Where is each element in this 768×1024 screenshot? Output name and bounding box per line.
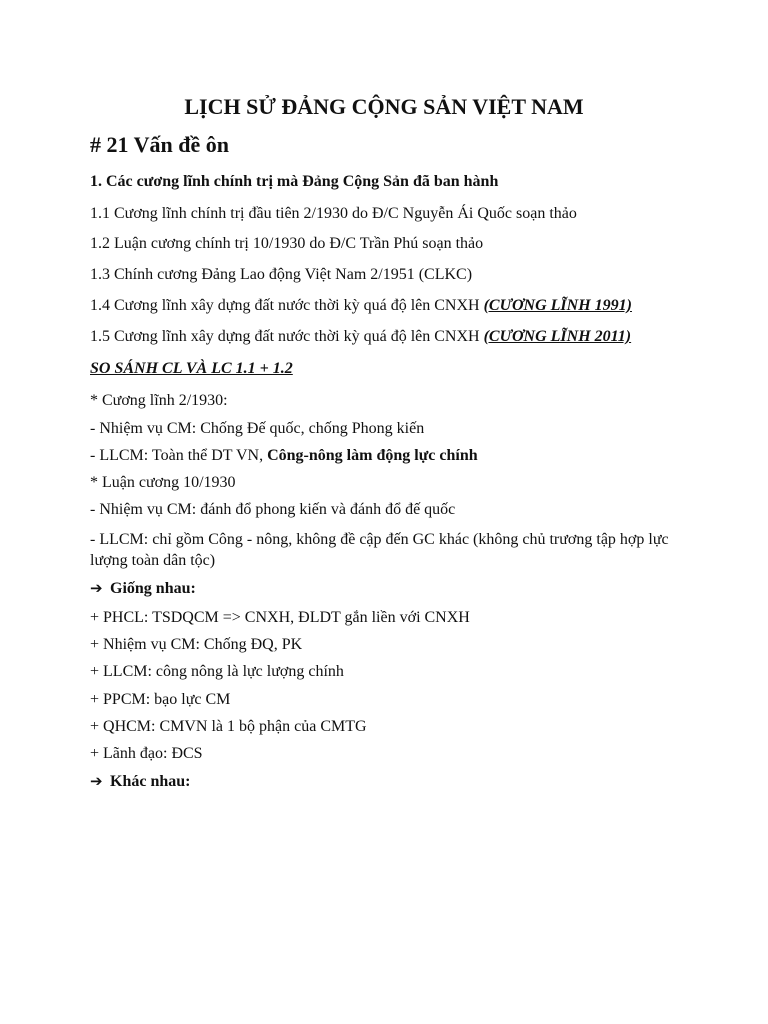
- list-item-tag: (CƯƠNG LĨNH 2011): [483, 328, 632, 345]
- list-item-text: 1.4 Cương lĩnh xây dựng đất nước thời kỳ quá độ lên CNXH: [90, 297, 484, 314]
- document-title: LỊCH SỬ ĐẢNG CỘNG SẢN VIỆT NAM: [184, 94, 584, 119]
- cl-force-bold: Công-nông làm động lực chính: [267, 447, 478, 464]
- list-item: 1.1 Cương lĩnh chính trị đầu tiên 2/1930 do Đ/C Nguyễn Ái Quốc soạn thảo: [90, 205, 577, 222]
- cl-force: [90, 446, 478, 466]
- list-item: 1.2 Luận cương chính trị 10/1930 do Đ/C Trần Phú soạn thảo: [90, 235, 484, 252]
- different-heading: Khác nhau:: [110, 773, 191, 790]
- list-item: + QHCM: CMVN là 1 bộ phận của CMTG: [90, 718, 367, 735]
- cl-label: * Cương lĩnh 2/1930:: [90, 392, 228, 409]
- arrow-right-icon: ➔: [90, 579, 103, 597]
- list-item: + LLCM: công nông là lực lượng chính: [90, 663, 344, 680]
- different-heading-row: [90, 771, 190, 792]
- similar-heading-row: [90, 578, 196, 599]
- list-item: + Nhiệm vụ CM: Chống ĐQ, PK: [90, 636, 303, 653]
- document-subtitle: # 21 Vấn đề ôn: [90, 132, 229, 157]
- lc-force: - LLCM: chỉ gồm Công - nông, không đề cập đến GC khác (không chủ trương tập hợp lực lượng toàn dân tộc): [90, 531, 669, 569]
- list-item: + PHCL: TSDQCM => CNXH, ĐLDT gắn liền với CNXH: [90, 609, 470, 626]
- list-item-text: 1.5 Cương lĩnh xây dựng đất nước thời kỳ quá độ lên CNXH: [90, 328, 484, 345]
- lc-label: * Luận cương 10/1930: [90, 474, 236, 491]
- cl-task: - Nhiệm vụ CM: Chống Đế quốc, chống Phong kiến: [90, 420, 425, 437]
- list-item: + Lãnh đạo: ĐCS: [90, 745, 203, 762]
- comparison-heading: SO SÁNH CL VÀ LC 1.1 + 1.2: [90, 360, 293, 377]
- section1-heading: 1. Các cương lĩnh chính trị mà Đảng Cộng Sản đã ban hành: [90, 173, 499, 190]
- cl-force-prefix: - LLCM: Toàn thể DT VN,: [90, 447, 268, 464]
- list-item: + PPCM: bạo lực CM: [90, 691, 231, 708]
- list-item: [90, 296, 632, 316]
- list-item: [90, 327, 631, 347]
- arrow-right-icon: ➔: [90, 772, 103, 790]
- similar-heading: Giống nhau:: [110, 580, 196, 597]
- list-item: 1.3 Chính cương Đảng Lao động Việt Nam 2/1951 (CLKC): [90, 266, 473, 283]
- lc-task: - Nhiệm vụ CM: đánh đổ phong kiến và đánh đổ đế quốc: [90, 501, 456, 518]
- list-item-tag: (CƯƠNG LĨNH 1991): [483, 297, 632, 314]
